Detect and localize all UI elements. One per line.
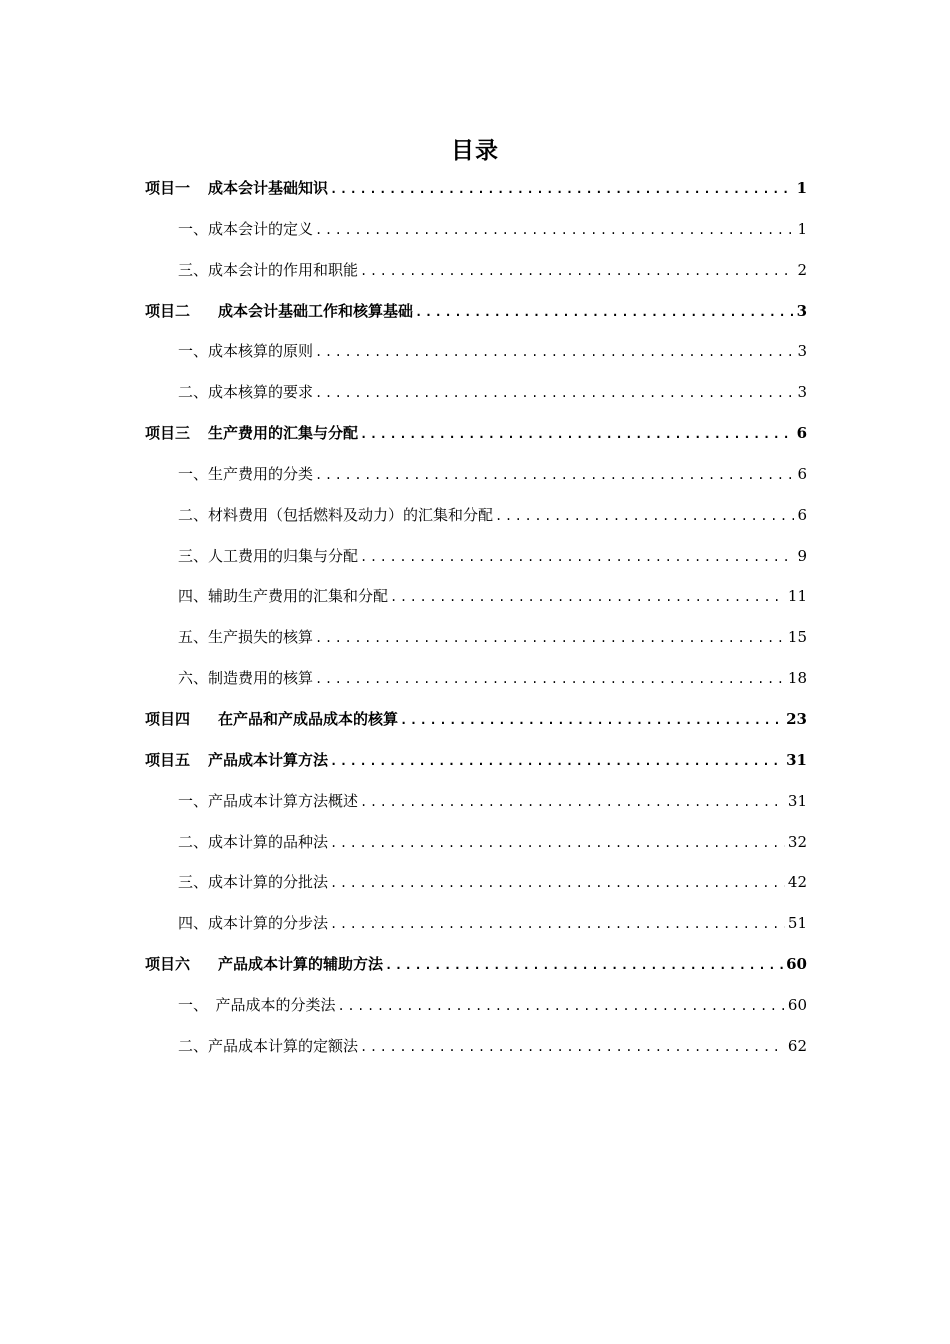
toc-page-number: 60 (787, 995, 807, 1014)
toc-entry-label (178, 985, 336, 1026)
toc-dot-leader (315, 659, 785, 700)
toc-entry-label (178, 331, 313, 372)
toc-entry-text: 成本会计基础知识 (208, 179, 329, 197)
toc-entry-text: 二、材料费用（包括燃料及动力）的汇集和分配 (178, 505, 494, 524)
toc-entry-section[interactable] (145, 781, 807, 822)
toc-entry-section[interactable] (145, 1026, 807, 1067)
toc-dot-leader (330, 823, 785, 864)
toc-page-number: 32 (787, 832, 807, 851)
toc-entry-section[interactable] (145, 209, 807, 250)
toc-entry-text: 产品成本计算方法 (208, 750, 329, 769)
toc-page-number: 51 (787, 914, 807, 933)
toc-entry-label (178, 617, 313, 658)
toc-entry-chapter[interactable] (145, 740, 807, 781)
toc-entry-label (145, 740, 328, 781)
toc-entry-section[interactable] (145, 985, 807, 1026)
toc-entry-chapter[interactable] (145, 168, 807, 209)
toc-entry-section[interactable] (145, 903, 807, 944)
toc-entry-text: 五、生产损失的核算 (178, 628, 314, 647)
toc-page-number: 31 (786, 750, 807, 769)
toc-entry-label (145, 699, 398, 740)
toc-dot-leader (315, 455, 794, 496)
toc-entry-section[interactable] (145, 454, 807, 495)
toc-dot-leader (315, 373, 794, 414)
toc-entry-text: 一、产品成本计算方法概述 (178, 791, 359, 810)
toc-entry-text: 一、成本会计的定义 (178, 219, 314, 238)
toc-dot-leader (360, 537, 794, 578)
toc-dot-leader (360, 1027, 785, 1068)
toc-entry-number: 项目一 (145, 179, 191, 197)
toc-entry-number: 项目五 (145, 750, 191, 769)
toc-entry-chapter[interactable] (145, 413, 807, 454)
toc-entry-label (178, 536, 358, 577)
toc-entry-section[interactable] (145, 822, 807, 863)
toc-entry-section[interactable] (145, 331, 807, 372)
toc-entry-text: 三、人工费用的归集与分配 (178, 546, 359, 565)
toc-page-number: 62 (787, 1036, 807, 1055)
toc-page-number: 60 (786, 955, 807, 974)
toc-entry-text: 三、成本会计的作用和职能 (178, 260, 359, 279)
toc-entry-number: 项目四 (145, 709, 191, 728)
toc-entry-label (178, 372, 313, 413)
toc-page-number: 3 (796, 301, 807, 320)
toc-entry-text: 三、成本计算的分批法 (178, 873, 329, 892)
toc-dot-leader (385, 945, 783, 986)
toc-entry-number: 项目二 (145, 301, 191, 320)
toc-entry-text: 一、生产费用的分类 (178, 464, 314, 483)
toc-page-number: 18 (787, 669, 807, 688)
toc-entry-section[interactable] (145, 658, 807, 699)
toc-page-number: 23 (786, 709, 807, 728)
toc-page-number: 2 (797, 260, 807, 279)
toc-entry-text: 一、成本核算的原则 (178, 342, 314, 361)
toc-entry-text: 二、产品成本计算的定额法 (178, 1036, 359, 1055)
toc-entry-text: 六、制造费用的核算 (178, 669, 314, 688)
toc-entry-number: 项目三 (145, 424, 191, 443)
toc-entry-section[interactable] (145, 372, 807, 413)
toc-dot-leader (360, 782, 785, 823)
toc-entry-text: 生产费用的汇集与分配 (208, 424, 359, 443)
toc-dot-leader (495, 496, 794, 537)
toc-dot-leader (360, 251, 794, 292)
toc-entry-label (145, 413, 358, 454)
toc-entry-chapter[interactable] (145, 944, 807, 985)
toc-entry-label (178, 781, 358, 822)
toc-entry-label (178, 862, 328, 903)
toc-page-number: 1 (796, 179, 807, 197)
toc-entry-section[interactable] (145, 617, 807, 658)
toc-entry-text: 二、成本核算的要求 (178, 383, 314, 402)
toc-entry-chapter[interactable] (145, 291, 807, 332)
toc-entry-text: 二、成本计算的品种法 (178, 832, 329, 851)
toc-page-number: 3 (797, 342, 807, 361)
toc-dot-leader (338, 986, 785, 1027)
toc-entry-text: 产品成本计算的辅助方法 (218, 955, 384, 974)
toc-entry-label (145, 168, 328, 209)
toc-page-number: 31 (787, 791, 807, 810)
toc-page-number: 15 (787, 628, 807, 647)
toc-page-number: 9 (797, 546, 807, 565)
toc-page-number: 11 (787, 587, 807, 606)
toc-entry-section[interactable] (145, 250, 807, 291)
toc-dot-leader (415, 292, 794, 333)
toc-entry-label (178, 1026, 358, 1067)
toc-page-number: 1 (797, 219, 807, 238)
toc-entry-text: 在产品和产成品成本的核算 (218, 709, 399, 728)
toc-entry-chapter[interactable] (145, 699, 807, 740)
toc-entry-text: 一、 产品成本的分类法 (178, 995, 336, 1014)
toc-entry-number: 项目六 (145, 955, 191, 974)
toc-dot-leader (400, 700, 783, 741)
toc-entry-label (178, 495, 493, 536)
toc-entry-section[interactable] (145, 576, 807, 617)
toc-entry-section[interactable] (145, 862, 807, 903)
toc-entry-text: 四、成本计算的分步法 (178, 914, 329, 933)
toc-entry-label (178, 454, 313, 495)
toc-entry-label (145, 291, 413, 332)
toc-entry-section[interactable] (145, 536, 807, 577)
toc-page-number: 42 (787, 873, 807, 892)
toc-entry-label (178, 209, 313, 250)
toc-dot-leader (360, 414, 794, 455)
toc-entry-label (178, 658, 313, 699)
toc-dot-leader (330, 904, 785, 945)
toc-page-number: 3 (797, 383, 807, 402)
toc-dot-leader (315, 618, 785, 659)
toc-entry-label (178, 822, 328, 863)
toc-entry-text: 四、辅助生产费用的汇集和分配 (178, 587, 389, 606)
toc-dot-leader (390, 577, 785, 618)
toc-title: 目录 (451, 138, 499, 164)
toc-dot-leader (315, 210, 794, 251)
toc-page-number: 6 (797, 505, 807, 524)
toc-entry-label (145, 944, 383, 985)
toc-dot-leader (315, 332, 794, 373)
toc-dot-leader (330, 169, 794, 210)
toc-entry-label (178, 250, 358, 291)
toc-entry-label (178, 576, 388, 617)
toc-entry-text: 成本会计基础工作和核算基础 (218, 301, 414, 320)
toc-page-number: 6 (797, 464, 807, 483)
toc-entry-section[interactable] (145, 495, 807, 536)
toc-page-number: 6 (796, 424, 807, 443)
toc-dot-leader (330, 741, 783, 782)
toc-dot-leader (330, 863, 785, 904)
toc-list (145, 168, 807, 1067)
toc-entry-label (178, 903, 328, 944)
